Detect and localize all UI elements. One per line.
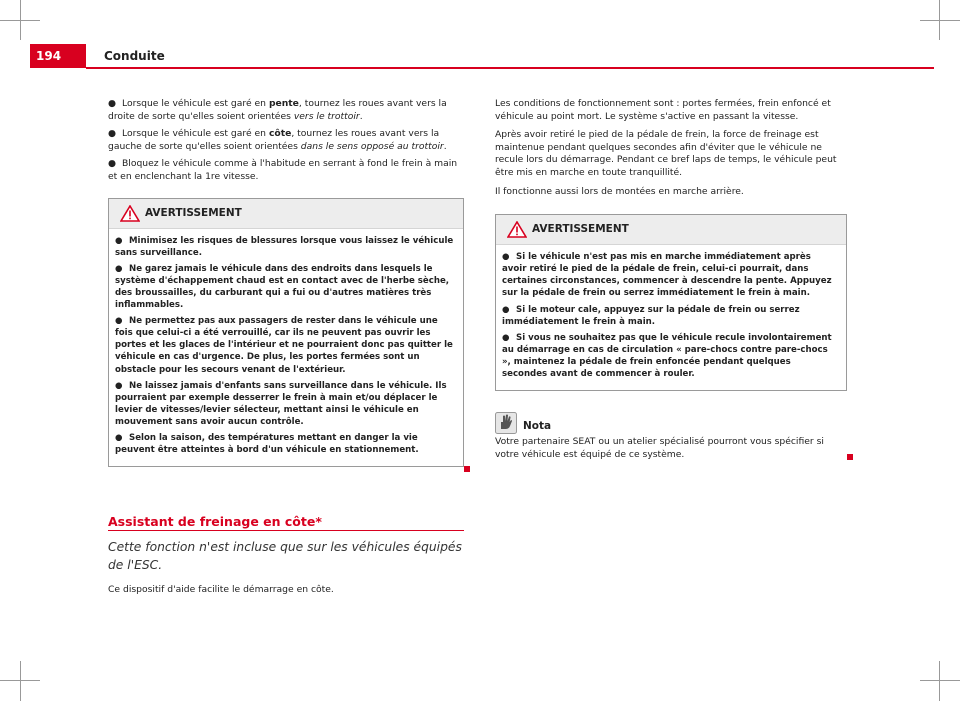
crop-mark bbox=[939, 0, 940, 40]
warning-item: ● Minimisez les risques de blessures lorsque vous laissez le véhicule sans surveillance. bbox=[115, 235, 454, 258]
right-column bbox=[495, 98, 847, 391]
section-intro: Cette fonction n'est incluse que sur les véhicules équipés de l'ESC. bbox=[108, 540, 462, 572]
warning-item: ● Si le moteur cale, appuyez sur la pédale de frein ou serrez immédiatement le frein à main. bbox=[502, 304, 800, 327]
crop-mark bbox=[20, 0, 21, 40]
header-divider bbox=[86, 67, 934, 69]
page-title: Conduite bbox=[104, 49, 165, 63]
warning-item: ● Ne laissez jamais d'enfants sans surveillance dans le véhicule. Ils pourraient par exemple desserrer le frein à main et/ou déplacer le levier de vitesses/levier sélecteur, mettant ainsi le véhicule en mouvement sans avoir aucun contrôle. bbox=[115, 380, 447, 427]
warning-header bbox=[496, 215, 846, 245]
crop-mark bbox=[920, 20, 960, 21]
nota-hand-icon bbox=[495, 412, 517, 434]
crop-mark bbox=[939, 661, 940, 701]
warning-title: AVERTISSEMENT bbox=[145, 206, 242, 219]
warning-item: ● Ne garez jamais le véhicule dans des endroits dans lesquels le système d'échappement chaud est en contact avec de l'herbe sèche, des broussailles, du carburant qui a fui ou d'autres matières très inflammables. bbox=[115, 263, 450, 311]
warning-triangle-icon bbox=[120, 205, 140, 222]
section-heading: Assistant de freinage en côte* bbox=[108, 514, 322, 529]
section-divider bbox=[108, 530, 464, 531]
warning-item: ● Si le véhicule n'est pas mis en marche immédiatement après avoir retiré le pied de la pédale de frein, celui-ci pourrait, dans certaines circonstances, commencer à descendre la pente. Appuyez sur la pédale de frein ou serrez immédiatement le frein à main. bbox=[502, 252, 832, 299]
nota-title: Nota bbox=[523, 420, 552, 432]
section-end-mark bbox=[847, 454, 853, 460]
warning-body bbox=[496, 245, 846, 390]
warning-title: AVERTISSEMENT bbox=[532, 223, 629, 236]
list-item: ● Bloquez le véhicule comme à l'habitude en serrant à fond le frein à main et en enclenchant la 1re vitesse. bbox=[108, 158, 458, 182]
section-text: Ce dispositif d'aide facilite le démarrage en côte. bbox=[108, 584, 334, 595]
paragraph: Les conditions de fonctionnement sont : portes fermées, frein enfoncé et véhicule au point mort. Le système s'active en passant la vitesse. bbox=[495, 98, 831, 122]
list-item: ● Lorsque le véhicule est garé en côte, tournez les roues avant vers la gauche de sorte qu'elles soient orientées dans le sens opposé au trottoir. bbox=[108, 128, 447, 152]
warning-item: ● Selon la saison, des températures mettant en danger la vie peuvent être atteintes à bord d'un véhicule en stationnement. bbox=[115, 432, 419, 456]
section-end-mark bbox=[464, 466, 470, 472]
nota-text: Votre partenaire SEAT ou un atelier spécialisé pourront vous spécifier si votre véhicule est équipé de ce système. bbox=[495, 436, 824, 460]
warning-header bbox=[109, 199, 463, 229]
crop-mark bbox=[920, 680, 960, 681]
warning-item: ● Si vous ne souhaitez pas que le véhicule recule involontairement au démarrage en cas de circulation « pare-chocs contre pare-chocs », maintenez la pédale de frein enfoncée pendant quelques secondes avant de commencer à rouler. bbox=[502, 332, 832, 379]
warning-body bbox=[109, 229, 463, 467]
left-column bbox=[108, 98, 464, 467]
paragraph: Après avoir retiré le pied de la pédale de frein, la force de freinage est maintenue pendant quelques secondes afin d'éviter que le véhicule ne recule lors du démarrage. Pendant ce bref laps de temps, le véhicule peut être mis en marche en toute tranquillité. bbox=[495, 129, 837, 178]
warning-box-left bbox=[108, 198, 464, 468]
warning-item: ● Ne permettez pas aux passagers de rester dans le véhicule une fois que celui-ci a été verrouillé, car ils ne peuvent pas ouvrir les portes et les glaces de l'intérieur et ne pourraient donc pas quitter le véhicule en cas d'urgence. De plus, les portes fermées sont un obstacle pour les secours venant de l'extérieur. bbox=[115, 316, 453, 375]
paragraph: Il fonctionne aussi lors de montées en marche arrière. bbox=[495, 185, 744, 197]
page-number: 194 bbox=[36, 49, 62, 63]
warning-box-right bbox=[495, 214, 847, 391]
nota-header bbox=[495, 412, 847, 434]
list-item: ● Lorsque le véhicule est garé en pente, tournez les roues avant vers la droite de sorte qu'elles soient orientées vers le trottoir. bbox=[108, 98, 447, 122]
crop-mark bbox=[20, 661, 21, 701]
warning-triangle-icon bbox=[507, 221, 527, 238]
